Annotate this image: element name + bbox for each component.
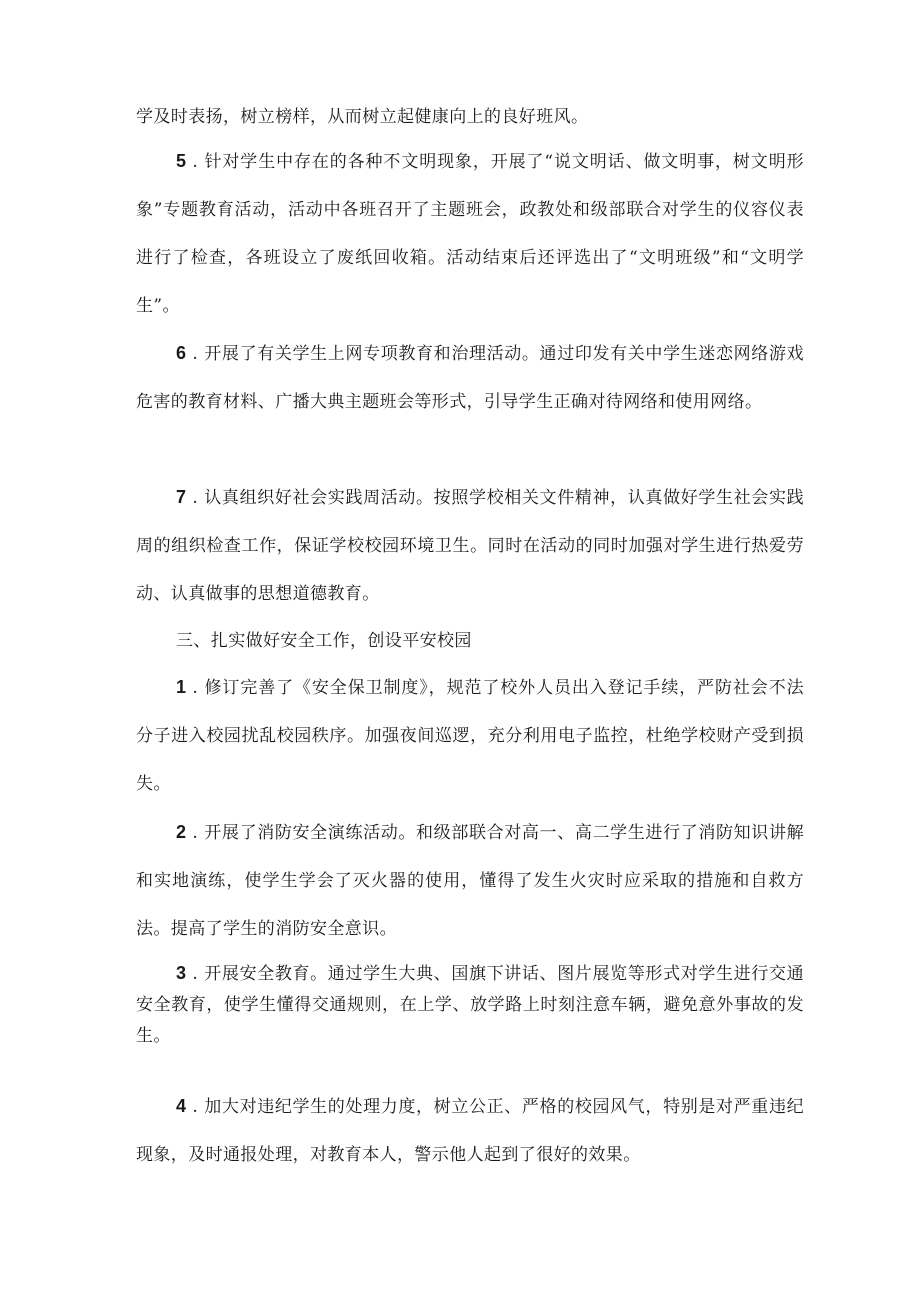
paragraph-item-6 [136,329,804,426]
paragraph-text: . 开展了有关学生上网专项教育和治理活动。通过印发有关中学生迷恋网络游戏危害的教育材料、广播大典主题班会等形式，引导学生正确对待网络和使用网络。 [136,344,804,412]
paragraph-text: . 修订完善了《安全保卫制度》，规范了校外人员出入登记手续，严防社会不法分子进入校园扰乱校园秩序。加强夜间巡逻，充分利用电子监控，杜绝学校财产受到损失。 [136,678,804,794]
item-number: 4 [176,1096,187,1116]
section-heading-text: 三、扎实做好安全工作，创设平安校园 [176,631,472,651]
paragraph-text: 学及时表扬，树立榜样，从而树立起健康向上的良好班风。 [136,107,589,127]
paragraph-text: . 认真组织好社会实践周活动。按照学校相关文件精神，认真做好学生社会实践周的组织检查工作，保证学校校园环境卫生。同时在活动的同时加强对学生进行热爱劳动、认真做事的思想道德教育。 [136,488,804,604]
item-number: 6 [176,343,187,363]
paragraph-item-3 [136,958,804,1052]
paragraph-item-7 [136,473,804,618]
paragraph-text: . 针对学生中存在的各种不文明现象，开展了“说文明话、做文明事，树文明形象”专题教育活动，活动中各班召开了主题班会，政教处和级部联合对学生的仪容仪表进行了检查，各班设立了废纸回收箱。活动结束后还评选出了“文明班级”和“文明学生”。 [136,152,804,316]
section-heading [136,617,804,665]
paragraph-item-4 [136,1082,804,1179]
paragraph-continuation [136,93,804,141]
paragraph-item-1 [136,663,804,808]
paragraph-item-2 [136,808,804,953]
item-number: 2 [176,822,187,842]
item-number: 3 [176,963,187,983]
item-number: 1 [176,677,187,697]
paragraph-item-5 [136,137,804,330]
paragraph-text: . 加大对违纪学生的处理力度，树立公正、严格的校园风气，特别是对严重违纪现象，及时通报处理，对教育本人，警示他人起到了很好的效果。 [136,1097,804,1165]
paragraph-text: . 开展安全教育。通过学生大典、国旗下讲话、图片展览等形式对学生进行交通安全教育，使学生懂得交通规则，在上学、放学路上时刻注意车辆，避免意外事故的发生。 [136,964,804,1046]
item-number: 7 [176,487,187,507]
item-number: 5 [176,151,187,171]
paragraph-text: . 开展了消防安全演练活动。和级部联合对高一、高二学生进行了消防知识讲解和实地演练，使学生学会了灭火器的使用，懂得了发生火灾时应采取的措施和自救方法。提高了学生的消防安全意识。 [136,823,804,939]
